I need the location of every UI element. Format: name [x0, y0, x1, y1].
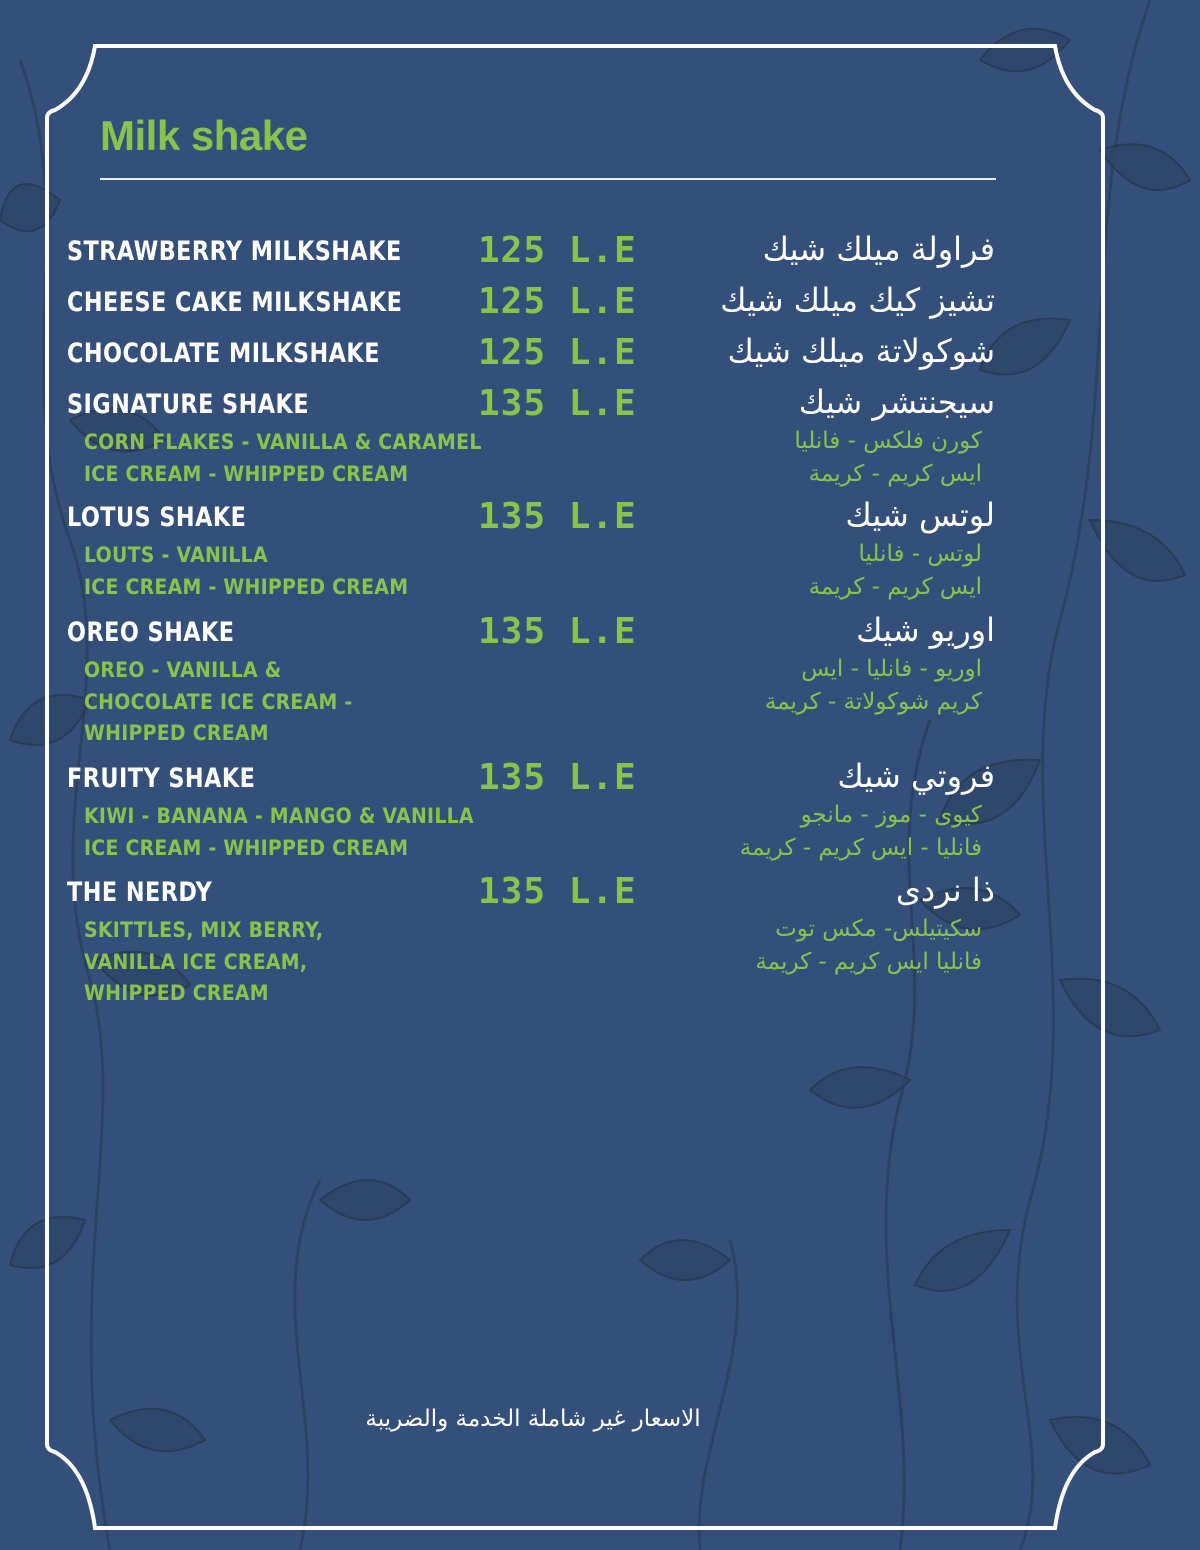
item-name-ar: لوتس شيك — [845, 496, 995, 534]
item-description-en: SKITTLES, MIX BERRY, VANILLA ICE CREAM, WHIPPED CREAM — [84, 918, 324, 1005]
item-name-ar: سيجنتشر شيك — [798, 383, 995, 421]
item-price: 135 L.E — [478, 871, 637, 912]
item-name-ar: تشيز كيك ميلك شيك — [720, 281, 995, 319]
item-description-ar: كورن فلكس - فانليا ايس كريم - كريمة — [794, 428, 982, 487]
item-name-en: OREO SHAKE — [67, 617, 235, 648]
item-price: 135 L.E — [478, 496, 637, 537]
item-description-ar: لوتس - فانليا ايس كريم - كريمة — [808, 541, 982, 600]
item-description-en: OREO - VANILLA & CHOCOLATE ICE CREAM - WHIPPED CREAM — [84, 658, 353, 745]
item-price: 135 L.E — [478, 383, 637, 424]
item-name-en: CHOCOLATE MILKSHAKE — [67, 338, 380, 369]
item-price: 135 L.E — [478, 757, 637, 798]
item-price: 135 L.E — [478, 611, 637, 652]
title-divider — [100, 178, 996, 180]
menu-title: Milk shake — [100, 112, 308, 159]
item-description-en: LOUTS - VANILLA ICE CREAM - WHIPPED CREAM — [84, 543, 409, 599]
item-name-en: LOTUS SHAKE — [67, 502, 247, 533]
item-name-ar: فراولة ميلك شيك — [762, 230, 995, 268]
item-name-en: CHEESE CAKE MILKSHAKE — [67, 287, 403, 318]
item-description-ar: كيوى - موز - مانجو فانليا - ايس كريم - كريمة — [739, 802, 982, 861]
item-name-en: FRUITY SHAKE — [67, 763, 256, 794]
item-name-en: STRAWBERRY MILKSHAKE — [67, 236, 402, 267]
item-name-ar: شوكولاتة ميلك شيك — [727, 332, 995, 370]
item-name-ar: اوريو شيك — [856, 611, 995, 649]
item-description-en: KIWI - BANANA - MANGO & VANILLA ICE CREAM - WHIPPED CREAM — [84, 804, 474, 860]
item-price: 125 L.E — [478, 281, 637, 322]
tax-service-note: الاسعار غير شاملة الخدمة والضريبة — [365, 1406, 701, 1432]
item-name-en: THE NERDY — [67, 877, 213, 908]
item-description-ar: سكيتيلس- مكس توت فانليا ايس كريم - كريمة — [755, 916, 982, 975]
item-price: 125 L.E — [478, 230, 637, 271]
item-price: 125 L.E — [478, 332, 637, 373]
item-description-ar: اوريو - فانليا - ايس كريم شوكولاتة - كريمة — [764, 656, 982, 715]
item-name-ar: ذا نردى — [895, 871, 995, 909]
item-name-ar: فروتي شيك — [837, 757, 995, 795]
item-description-en: CORN FLAKES - VANILLA & CARAMEL ICE CREAM - WHIPPED CREAM — [84, 430, 482, 486]
item-name-en: SIGNATURE SHAKE — [67, 389, 310, 420]
